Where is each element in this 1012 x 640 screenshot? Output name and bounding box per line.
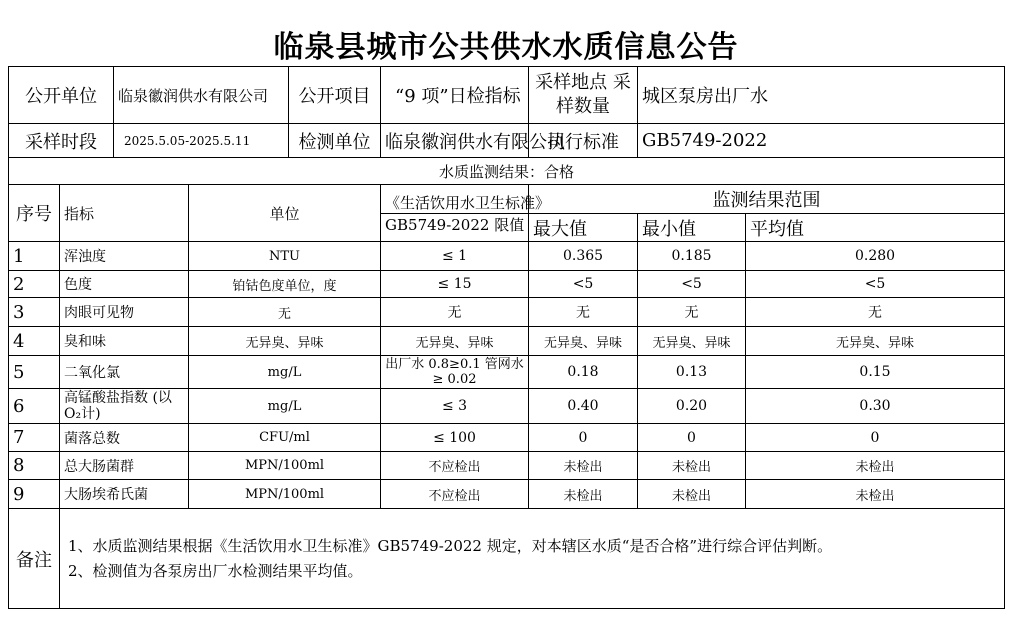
header-range: 监测结果范围 xyxy=(529,185,1005,214)
row-max: 0.18 xyxy=(529,356,638,389)
row-unit: NTU xyxy=(189,242,381,271)
row-avg: 无 xyxy=(746,298,1005,327)
row-min: 无 xyxy=(638,298,746,327)
header-unit: 单位 xyxy=(189,185,381,242)
row-avg: 未检出 xyxy=(746,480,1005,509)
lab-value: 临泉徽润供水有限公司 xyxy=(381,124,529,158)
table-row xyxy=(9,298,1005,327)
row-indicator: 肉眼可见物 xyxy=(60,298,189,327)
row-unit: mg/L xyxy=(189,389,381,424)
row-unit: mg/L xyxy=(189,356,381,389)
row-indicator: 二氧化氯 xyxy=(60,356,189,389)
info-row-1 xyxy=(9,67,1005,124)
row-min: 无异臭、异味 xyxy=(638,327,746,356)
row-no: 6 xyxy=(9,389,60,424)
row-no: 7 xyxy=(9,424,60,452)
table-row xyxy=(9,424,1005,452)
row-avg: 0.30 xyxy=(746,389,1005,424)
page-title: 临泉县城市公共供水水质信息公告 xyxy=(273,30,739,65)
item-label: 公开项目 xyxy=(289,67,381,124)
lab-label: 检测单位 xyxy=(289,124,381,158)
row-max: 0.40 xyxy=(529,389,638,424)
standard-value: GB5749-2022 xyxy=(638,124,1005,158)
row-indicator: 大肠埃希氏菌 xyxy=(60,480,189,509)
header-row-1 xyxy=(9,185,1005,214)
row-unit: MPN/100ml xyxy=(189,452,381,480)
row-avg: 无异臭、异味 xyxy=(746,327,1005,356)
row-min: 0.13 xyxy=(638,356,746,389)
row-avg: <5 xyxy=(746,271,1005,298)
row-avg: 0.15 xyxy=(746,356,1005,389)
row-max: 未检出 xyxy=(529,480,638,509)
row-min: 未检出 xyxy=(638,452,746,480)
header-limit-line1: 《生活饮用水卫生标准》 xyxy=(381,185,529,214)
table-row xyxy=(9,452,1005,480)
row-unit: 铂钴色度单位，度 xyxy=(189,271,381,298)
header-indicator: 指标 xyxy=(60,185,189,242)
item-value: “9 项”日检指标 xyxy=(381,67,529,124)
result-banner: 水质监测结果：合格 xyxy=(9,158,1005,185)
row-unit: CFU/ml xyxy=(189,424,381,452)
row-no: 2 xyxy=(9,271,60,298)
notes-label: 备注 xyxy=(9,509,60,609)
period-value: 2025.5.05-2025.5.11 xyxy=(114,124,289,158)
header-max: 最大值 xyxy=(529,214,638,242)
publisher-label: 公开单位 xyxy=(9,67,114,124)
location-value: 城区泵房出厂水 xyxy=(638,67,1005,124)
row-unit: 无异臭、异味 xyxy=(189,327,381,356)
row-max: 0 xyxy=(529,424,638,452)
row-avg: 0 xyxy=(746,424,1005,452)
table-row xyxy=(9,327,1005,356)
row-limit: ≤ 1 xyxy=(381,242,529,271)
location-label: 采样地点 采样数量 xyxy=(529,67,638,124)
row-unit: MPN/100ml xyxy=(189,480,381,509)
header-avg: 平均值 xyxy=(746,214,1005,242)
row-indicator: 浑浊度 xyxy=(60,242,189,271)
row-limit: ≤ 100 xyxy=(381,424,529,452)
standard-label: 执行标准 xyxy=(529,124,638,158)
period-label: 采样时段 xyxy=(9,124,114,158)
row-unit: 无 xyxy=(189,298,381,327)
row-max: 无异臭、异味 xyxy=(529,327,638,356)
row-limit: 不应检出 xyxy=(381,452,529,480)
row-avg: 未检出 xyxy=(746,452,1005,480)
row-min: 0 xyxy=(638,424,746,452)
row-limit: 出厂水 0.8≥0.1 管网水≥ 0.02 xyxy=(381,356,529,389)
table-row xyxy=(9,356,1005,389)
row-max: 未检出 xyxy=(529,452,638,480)
row-no: 9 xyxy=(9,480,60,509)
row-min: <5 xyxy=(638,271,746,298)
row-limit: ≤ 3 xyxy=(381,389,529,424)
notes-content xyxy=(60,509,1005,609)
row-indicator: 臭和味 xyxy=(60,327,189,356)
row-max: 0.365 xyxy=(529,242,638,271)
row-no: 4 xyxy=(9,327,60,356)
table-row xyxy=(9,271,1005,298)
header-no: 序号 xyxy=(9,185,60,242)
table-row xyxy=(9,242,1005,271)
row-limit: 无 xyxy=(381,298,529,327)
row-indicator: 色度 xyxy=(60,271,189,298)
row-limit: 不应检出 xyxy=(381,480,529,509)
table-row xyxy=(9,389,1005,424)
header-limit-line2: GB5749-2022 限值 xyxy=(381,214,529,242)
note-1: 1、水质监测结果根据《生活饮用水卫生标准》GB5749-2022 规定，对本辖区水质“是否合格”进行综合评估判断。 xyxy=(68,536,833,555)
row-limit: ≤ 15 xyxy=(381,271,529,298)
table-row xyxy=(9,480,1005,509)
row-no: 1 xyxy=(9,242,60,271)
result-banner-row xyxy=(9,158,1005,185)
row-min: 0.185 xyxy=(638,242,746,271)
row-min: 未检出 xyxy=(638,480,746,509)
publisher-value: 临泉徽润供水有限公司 xyxy=(114,67,289,124)
row-no: 5 xyxy=(9,356,60,389)
water-quality-table xyxy=(8,66,1005,609)
row-limit: 无异臭、异味 xyxy=(381,327,529,356)
note-2: 2、检测值为各泵房出厂水检测结果平均值。 xyxy=(68,561,363,580)
notes-row xyxy=(9,509,1005,609)
row-no: 3 xyxy=(9,298,60,327)
row-max: 无 xyxy=(529,298,638,327)
row-no: 8 xyxy=(9,452,60,480)
row-min: 0.20 xyxy=(638,389,746,424)
row-avg: 0.280 xyxy=(746,242,1005,271)
header-min: 最小值 xyxy=(638,214,746,242)
row-indicator: 菌落总数 xyxy=(60,424,189,452)
row-indicator: 高锰酸盐指数 (以 O₂计) xyxy=(60,389,189,424)
row-indicator: 总大肠菌群 xyxy=(60,452,189,480)
row-max: <5 xyxy=(529,271,638,298)
info-row-2 xyxy=(9,124,1005,158)
